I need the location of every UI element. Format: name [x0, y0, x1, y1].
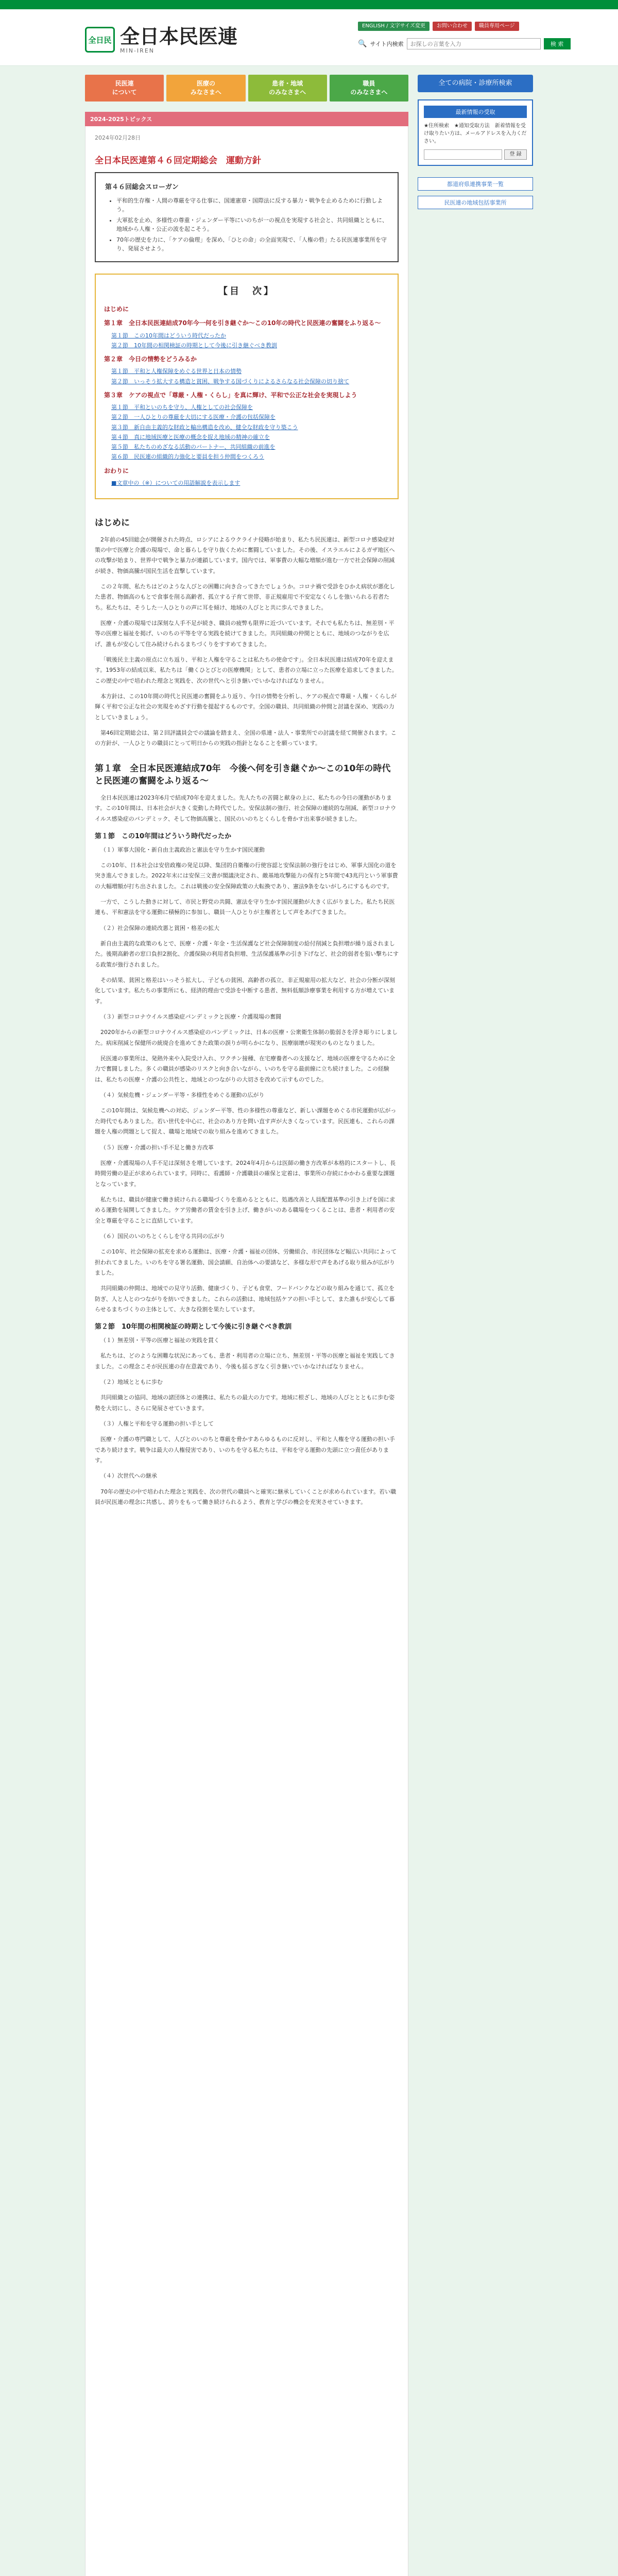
facility-search-button[interactable]: 全ての病院・診療所検索 — [418, 75, 533, 92]
toc-link[interactable]: 第２節 いっそう拡大する構造と貧困、戦争する国づくりによるさらなる社会保障の切り捨て — [111, 378, 349, 385]
utility-links — [358, 22, 519, 31]
section-paragraph: （４）気候危機・ジェンダー平等・多様性をめぐる運動の広がり — [100, 1092, 265, 1099]
toc-link[interactable]: 第３節 新自由主義的な財政と輸出構造を改め、健全な財政を守り築こう — [111, 423, 298, 431]
section-paragraph: 第46回定期総会は、第２回評議員会での議論を踏まえ、全国の県連・法人・事業所での討議を経て開催されます。この方針が、一人ひとりの職員にとって明日からの実践の指針となることを願っています。 — [95, 730, 397, 747]
section-heading: はじめに — [95, 517, 130, 528]
search-icon: 🔍 — [358, 40, 367, 48]
language-link[interactable]: ENGLISH / 文字サイズ変更 — [358, 22, 430, 31]
nav-about-label: 民医連 について — [112, 80, 137, 96]
site-search — [358, 38, 571, 49]
toc-section-heading[interactable]: おわりに — [104, 467, 129, 474]
section-paragraph: この10年間は、気候危機への対応、ジェンダー平等、性の多様性の尊重など、新しい課題をめぐる市民運動が広がった時代でもありました。若い世代を中心に、社会のあり方を問い直す声が大きくなっています。民医連も、これらの課題を人権の問題として捉え、職場と地域での取り組みを進めてきました。 — [95, 1107, 397, 1136]
section-paragraph: 民医連の事業所は、発熱外来や入院受け入れ、ワクチン接種、在宅療養者への支援など、地域の医療を守るために全力で奮闘しました。多くの職員が感染のリスクと向き合いながら、いのちを守る最前線に立ち続けました。この経験は、私たちの医療・介護の公共性と、地域とのつながりの大切さを改めて示すものでした。 — [95, 1055, 396, 1083]
section-heading: 第１章 全日本民医連結成70年 今後へ何を引き継ぐか〜この10年の時代と民医連の奮闘をふり返る〜 — [95, 763, 391, 787]
toc-link[interactable]: 第１節 この10年間はどういう時代だったか — [111, 332, 226, 339]
slogan-item: • 大軍拡を止め、多様性の尊重・ジェンダー平等にいのちが一の視点を実現する社会と、共同組織とともに、地域から人権・公正の波を起こそう。 — [116, 216, 388, 233]
nav-staff[interactable] — [330, 75, 408, 101]
section-paragraph: 新自由主義的な政策のもとで、医療・介護・年金・生活保護など社会保障制度の給付削減と負担増が繰り返されました。後期高齢者の窓口負担2割化、介護保険の利用者負担増、生活保護基準の引き下げなど、社会的弱者を狙い撃ちにする政策が強行されました。 — [95, 940, 399, 968]
toc-section-heading[interactable]: はじめに — [104, 306, 129, 313]
section-paragraph: その結果、貧困と格差はいっそう拡大し、子どもの貧困、高齢者の孤立、非正規雇用の拡大など、社会の分断が深刻化しています。私たちの事業所にも、経済的理由で受診を中断する患者、無料低額診療事業を利用する方が増えています。 — [95, 977, 395, 1005]
article-date: 2024年02月28日 — [95, 134, 141, 141]
toc-title: 【目 次】 — [218, 286, 275, 297]
section-paragraph: （５）医療・介護の担い手不足と働き方改革 — [100, 1144, 214, 1151]
slogan-item: • 70年の歴史を力に、「ケアの倫理」を深め、「ひとの命」の全面実現で、「人権の砦」たる民医連事業所を守り、発展させよう。 — [116, 235, 388, 253]
toc-section-heading[interactable]: 第１章 全日本民医連結成70年今一何を引き継ぐか〜この10年の時代と民医連の奮闘をふり返る〜 — [104, 319, 381, 327]
section-paragraph: 70年の歴史の中で培われた理念と実践を、次の世代の職員へと確実に継承していくことが求められています。若い職員が民医連の理念に共感し、誇りをもって働き続けられるよう、教育と学びの機会を充実させていきます。 — [95, 1488, 397, 1505]
section-paragraph: 医療・介護現場の人手不足は深刻さを増しています。2024年4月からは医師の働き方改革が本格的にスタートし、長時間労働の是正が求められています。同時に、看護師・介護職員の確保と定着は、事業所の存続にかかわる重要な課題となっています。 — [95, 1159, 396, 1188]
site-logo[interactable] — [85, 26, 237, 54]
section-paragraph: 私たちは、どのような困難な状況にあっても、患者・利用者の立場に立ち、無差別・平等の医療と福祉を実践してきました。この理念こそが民医連の存在意義であり、今後も揺るぎなく引き継いでいかなければなりません。 — [95, 1352, 395, 1370]
logo-mark: 全日民 — [85, 27, 115, 53]
article — [85, 126, 408, 2576]
section-paragraph: （２）地域とともに歩む — [100, 1378, 163, 1385]
nav-about[interactable] — [85, 75, 164, 101]
section-heading: 第１節 この10年間はどういう時代だったか — [95, 833, 232, 841]
section-paragraph: この10年、日本社会は安倍政権の発足以降、集団的自衛権の行使容認と安保法制の強行をはじめ、軍事大国化の道を突き進んできました。2022年末には安保三文書が閣議決定され、敵基地攻撃能力の保有と5年間で43兆円という軍事費の大幅増額が打ち出されました。これは戦後の安全保障政策の大転換であり、憲法9条をないがしろにするものです。 — [95, 861, 398, 890]
sidebar-link-prefectures[interactable]: 都道府県連携事業一覧 — [418, 177, 533, 191]
top-bar — [0, 0, 618, 9]
section-paragraph: 「戦後民主主義の原点に立ち返り、平和と人権を守ることは私たちの使命です」。全日本民医連は結成70年を迎えます。1953年の結成以来、私たちは「働くひとびとの医療機関」として、患者の立場に立った医療を追求してきました。この歴史の中で培われた理念と実践を、次の世代へと引き継いでいかなければなりません。 — [95, 656, 398, 684]
section-paragraph: 本方針は、この10年間の時代と民医連の奮闘をふり返り、今日の情勢を分析し、ケアの視点で尊厳・人権・くらしが輝く平和で公正な社会の実現をめざす行動を提起するものです。全国の職員、共同組織の仲間と討議を深め、実践の力としていきましょう。 — [95, 693, 397, 721]
section-paragraph: この２年間、私たちはどのような人びとの困難に向き合ってきたでしょうか。コロナ禍で受診をひかえ病状が悪化した患者、物価高のもとで食事を削る高齢者、孤立する子育て世帯、非正規雇用で不安定なくらしを強いられる若者たち。私たちは、そうした一人ひとりの声に耳を傾け、地域の人びとと共に歩んできました。 — [95, 583, 395, 611]
registration-box — [418, 99, 533, 166]
toc-link[interactable]: 第２節 一人ひとりの尊厳を大切にする医療・介護の包括保障を — [111, 414, 276, 421]
registration-heading: 最新情報の受取 — [424, 106, 527, 118]
section-paragraph: 医療・介護の専門職として、人びとのいのちと尊厳を脅かすあらゆるものに反対し、平和と人権を守る運動の担い手であり続けます。戦争は最大の人権侵害であり、いのちを守る私たちは、平和を守る運動の先頭に立つ責任があります。 — [95, 1436, 395, 1464]
main-content — [85, 75, 408, 2576]
section-paragraph: （３）新型コロナウイルス感染症パンデミックと医療・介護現場の奮闘 — [100, 1013, 282, 1021]
registration-button[interactable]: 登 録 — [504, 149, 527, 160]
section-paragraph: この10年、社会保障の拡充を求める運動は、医療・介護・福祉の団体、労働組合、市民団体など幅広い共同によって担われてきました。いのちを守る署名運動、国会請願、自治体への要請など、多様な形で声をあげる取り組みが広がりました。 — [95, 1248, 397, 1276]
section-paragraph: 一方で、こうした動きに対して、市民と野党の共闘、憲法を守り生かす国民運動が大きく広がりました。私たち民医連も、平和憲法を守る運動に積極的に参加し、職員一人ひとりが主権者として声をあげてきました。 — [95, 898, 395, 916]
section-paragraph: 全日本民医連は2023年6月で結成70年を迎えました。先人たちの苦闘と献身の上に、私たちの今日の運動があります。この10年間は、日本社会が大きく変動した時代でした。安保法制の強行、社会保障の連続的な削減、新型コロナウイルス感染症のパンデミック、そして物価高騰と、国民のいのちとくらしを脅かす出来事が続きました。 — [95, 794, 397, 822]
staff-link[interactable]: 職員専用ページ — [475, 22, 519, 31]
sidebar-link-community[interactable]: 民医連の地域包括事業所 — [418, 196, 533, 209]
toc-link[interactable]: 第２節 10年間の相関検証の時期として今後に引き継ぐべき教訓 — [111, 342, 277, 349]
slogan-box — [95, 172, 399, 262]
nav-patients[interactable] — [248, 75, 327, 101]
section-paragraph: 共同組織の仲間は、地域での見守り活動、健康づくり、子ども食堂、フードバンクなどの取り組みを通じて、孤立を防ぎ、人と人とのつながりを紡いできました。これらの活動は、地域包括ケアの担い手として、また誰もが安心して暮らせるまちづくりの主体として、大きな役割を果たしています。 — [95, 1285, 395, 1313]
section-paragraph: （１）無差別・平等の医療と福祉の実践を貫く — [100, 1336, 219, 1344]
nav-medical[interactable] — [166, 75, 245, 101]
search-label: サイト内検索 — [370, 41, 404, 47]
toc-link[interactable]: 第４節 真に地域医療と医療の概念を捉え地域の精神の確立を — [111, 433, 270, 440]
toc-section-heading[interactable]: 第２章 今日の情勢をどうみるか — [104, 355, 197, 363]
section-paragraph: （２）社会保障の連続改悪と貧困・格差の拡大 — [100, 924, 219, 931]
toc-section-heading[interactable]: 第３章 ケアの視点で「尊厳・人権・くらし」を真に輝け、平和で公正な社会を実現しよう — [104, 391, 357, 399]
section-paragraph: 2020年からの新型コロナウイルス感染症のパンデミックは、日本の医療・公衆衛生体制の脆弱さを浮き彫りにしました。病床削減と保健所の統廃合を進めてきた政策の誤りが明らかになり、医療崩壊が現実のものとなりました。 — [95, 1029, 398, 1046]
section-paragraph: 医療・介護の現場では深刻な人手不足が続き、職員の疲弊も限界に近づいています。それでも私たちは、無差別・平等の医療と福祉を掲げ、いのちの平等を守る実践を続けてきました。共同組織の仲間とともに、地域のつながりを広げ、誰もが安心して住み続けられるまちづくりをすすめてきました。 — [95, 620, 394, 648]
toc-link[interactable]: 第１節 平和と人権保障をめぐる世界と日本の情勢 — [111, 368, 242, 375]
section-paragraph: （４）次世代への継承 — [100, 1472, 157, 1480]
table-of-contents — [95, 274, 399, 499]
section-paragraph: （６）国民のいのちとくらしを守る共同の広がり — [100, 1232, 225, 1240]
slogan-item: • 平和的生存権・人間の尊厳を守る仕事に、国連憲章・国際法に反する暴力・戦争を止めるために行動しよう。 — [116, 196, 388, 214]
site-header — [0, 9, 618, 66]
toc-link[interactable]: ■文章中の（※）についての用語解説を表示します — [111, 479, 241, 486]
article-title: 全日本民医連第４６回定期総会 運動方針 — [95, 156, 261, 166]
section-heading: 第２節 10年間の相関検証の時期として今後に引き継ぐべき教訓 — [95, 1323, 292, 1331]
section-paragraph: （１）軍事大国化・新自由主義政治と憲法を守り生かす国民運動 — [100, 846, 265, 853]
nav-medical-label: 医療の みなさまへ — [190, 80, 221, 96]
slogan-title: 第４６回総会スローガン — [105, 183, 179, 191]
toc-link[interactable]: 第１節 平和といのちを守り、人権としての社会保障を — [111, 404, 253, 411]
nav-staff-label: 職員 のみなさまへ — [350, 80, 388, 96]
category-nav — [85, 75, 408, 101]
sidebar — [418, 75, 533, 209]
logo-subtitle: MIN-IREN — [120, 47, 154, 54]
section-paragraph: （３）人権と平和を守る運動の担い手として — [100, 1420, 214, 1427]
nav-patients-label: 患者・地域 のみなさまへ — [269, 80, 306, 96]
toc-link[interactable]: 第５節 私たちのめざなる活動のバートナー、共同組織の前進を — [111, 444, 276, 451]
registration-input[interactable] — [424, 149, 502, 160]
section-paragraph: 共同組織との協同、地域の諸団体との連携は、私たちの最大の力です。地域に根ざし、地域の人びととともに歩む姿勢を大切にし、さらに発展させていきます。 — [95, 1394, 395, 1412]
section-paragraph: 私たちは、職員が健康で働き続けられる職場づくりを進めるとともに、処遇改善と人員配置基準の引き上げを国に求める運動を展開してきました。ケア労働者の賃金を引き上げ、働きがいのある職場をつくることは、患者・利用者の安全と尊厳を守ることに直結しています。 — [95, 1196, 395, 1224]
logo-title: 全日本民医連 — [120, 25, 238, 48]
search-button[interactable]: 検 索 — [544, 38, 571, 49]
toc-link[interactable]: 第６節 民医連の組織的力強化と要員を担う仲間をつくろう — [111, 453, 264, 461]
topics-banner: 2024-2025トピックス — [85, 112, 408, 126]
section-paragraph: 2年前の45回総会が開催された時点、ロシアによるウクライナ侵略が始まり、私たち民医連は、新型コロナ感染症対策の中で医療と介護の現場で、命と暮らしを守り抜くために奮闘していました。その後、イスラエルによるガザ地区への攻撃が始まり、世界中で戦争と暴力が連鎖しています。国内では、軍事費の大幅な増額が進む一方で社会保障の削減が続き、物価高騰が国民生活を直撃しています。 — [95, 536, 395, 574]
registration-text: ★住所検索 ★通知受取方法 新着情報を受け取りたい方は、メールアドレスを入力ください。 — [424, 123, 527, 144]
search-input[interactable] — [407, 38, 541, 49]
contact-link[interactable]: お問い合わせ — [433, 22, 472, 31]
